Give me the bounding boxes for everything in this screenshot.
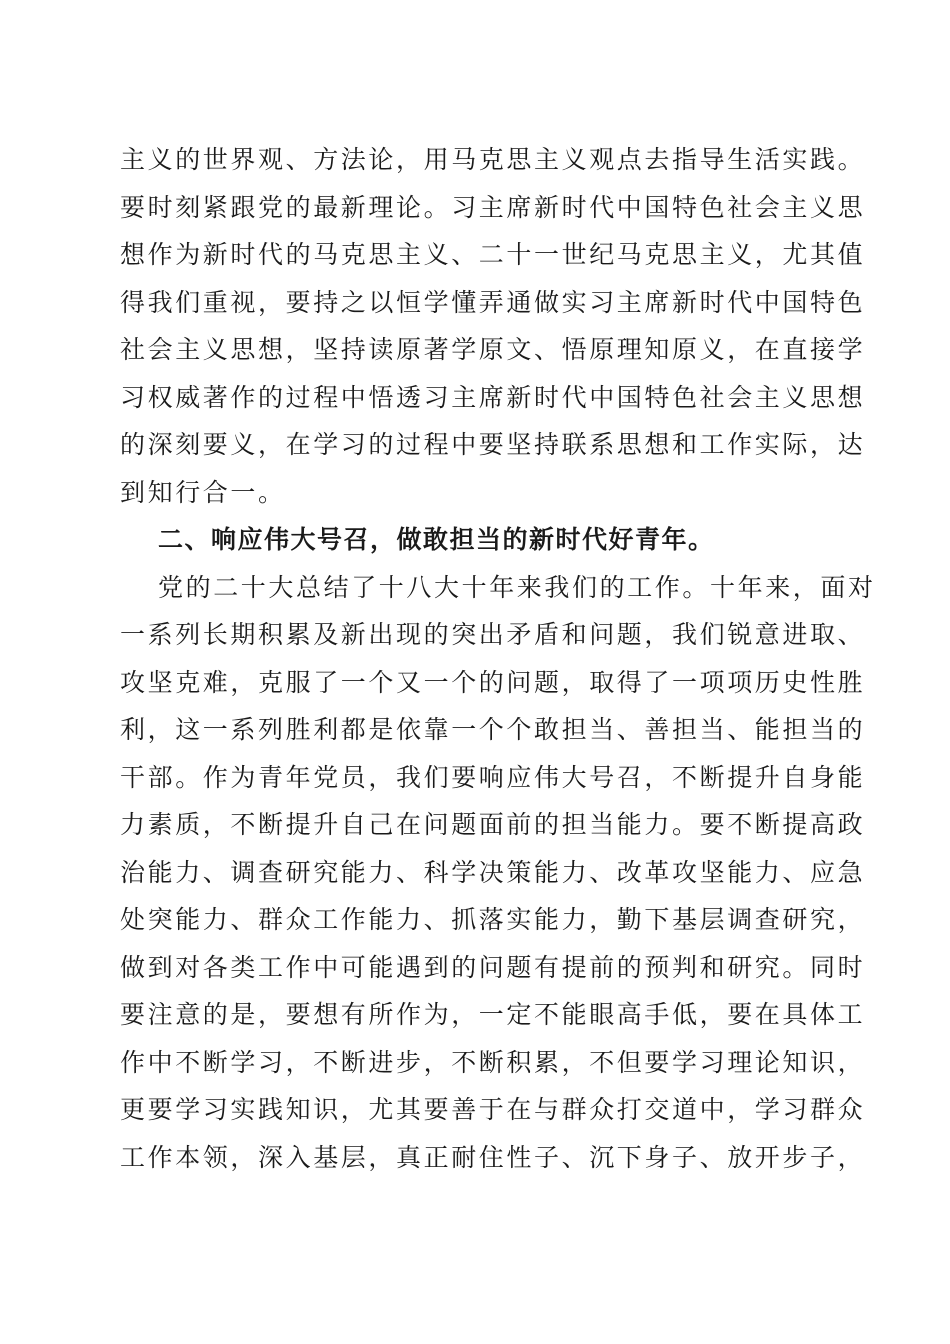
paragraph-responsibility	[120, 564, 876, 1182]
text-line: 更要学习实践知识，尤其要善于在与群众打交道中，学习群众	[120, 1095, 866, 1124]
section-heading: 二、响应伟大号召，做敢担当的新时代好青年。	[158, 525, 715, 554]
text-line: 一系列长期积累及新出现的突出矛盾和问题，我们锐意进取、	[120, 620, 866, 649]
text-line: 做到对各类工作中可能遇到的问题有提前的预判和研究。同时	[120, 952, 866, 982]
text-line: 习权威著作的过程中悟透习主席新时代中国特色社会主义思想	[120, 382, 866, 412]
text-line: 治能力、调查研究能力、科学决策能力、改革攻坚能力、应急	[120, 857, 866, 887]
text-line: 主义的世界观、方法论，用马克思主义观点去指导生活实践。	[120, 145, 866, 174]
text-line: 到知行合一。	[120, 477, 286, 507]
text-line: 要注意的是，要想有所作为，一定不能眼高手低，要在具体工	[120, 1000, 866, 1029]
text-line: 力素质，不断提升自己在问题面前的担当能力。要不断提高政	[120, 810, 866, 839]
text-line: 社会主义思想，坚持读原著学原文、悟原理知原义，在直接学	[120, 335, 866, 364]
text-line: 想作为新时代的马克思主义、二十一世纪马克思主义，尤其值	[120, 240, 866, 269]
text-line: 攻坚克难，克服了一个又一个的问题，取得了一项项历史性胜	[120, 667, 866, 697]
text-line: 工作本领，深入基层，真正耐住性子、沉下身子、放开步子，	[120, 1142, 866, 1172]
text-line: 利，这一系列胜利都是依靠一个个敢担当、善担当、能担当的	[120, 715, 866, 744]
text-line: 处突能力、群众工作能力、抓落实能力，勤下基层调查研究，	[120, 905, 866, 934]
document-body	[120, 136, 876, 1181]
text-line: 党的二十大总结了十八大十年来我们的工作。十年来，面对	[158, 572, 876, 602]
text-line: 作中不断学习，不断进步，不断积累，不但要学习理论知识，	[120, 1047, 866, 1077]
text-line: 要时刻紧跟党的最新理论。习主席新时代中国特色社会主义思	[120, 192, 866, 222]
text-line: 的深刻要义，在学习的过程中要坚持联系思想和工作实际，达	[120, 430, 866, 459]
text-line: 得我们重视，要持之以恒学懂弄通做实习主席新时代中国特色	[120, 287, 866, 317]
paragraph-theory-study	[120, 136, 866, 516]
text-line: 干部。作为青年党员，我们要响应伟大号召，不断提升自身能	[120, 762, 866, 792]
